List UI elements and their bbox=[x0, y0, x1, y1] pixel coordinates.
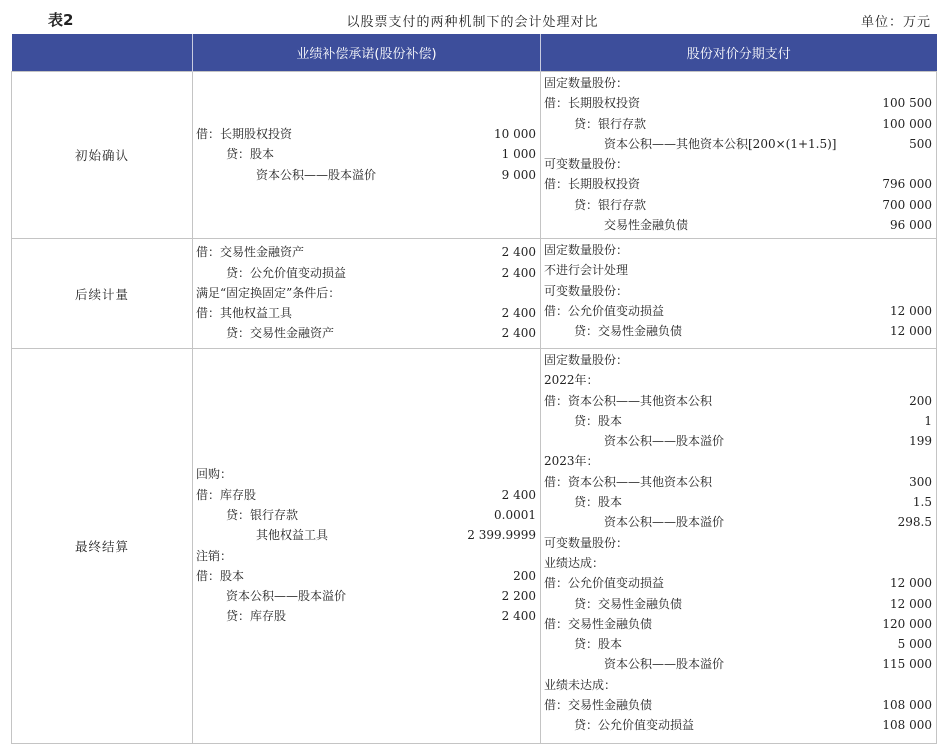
column-header-label bbox=[12, 34, 193, 72]
column-header-installment-payment: 股份对价分期支付 bbox=[541, 34, 937, 72]
entry-text: 贷：银行存款 bbox=[574, 197, 647, 212]
journal-line bbox=[544, 134, 934, 154]
entry-amount: 5 000 bbox=[897, 637, 932, 652]
journal-line bbox=[544, 154, 934, 174]
entry-amount: 12 000 bbox=[890, 576, 932, 591]
journal-line bbox=[196, 124, 538, 144]
entry-amount: 115 000 bbox=[882, 657, 932, 672]
entry-text: 贷：股本 bbox=[226, 147, 275, 162]
journal-line bbox=[196, 505, 538, 525]
entry-text: 固定数量股份： bbox=[544, 353, 629, 367]
entry-text: 资本公积——股本溢价 bbox=[604, 434, 725, 449]
entry-text: 交易性金融负债 bbox=[604, 218, 689, 233]
journal-line bbox=[196, 606, 538, 626]
entry-text: 贷：银行存款 bbox=[226, 507, 299, 522]
entry-amount: 298.5 bbox=[897, 515, 932, 530]
entry-text: 资本公积——股本溢价 bbox=[604, 515, 725, 530]
entry-text: 不进行会计处理 bbox=[544, 263, 629, 278]
entry-text: 借：其他权益工具 bbox=[196, 306, 293, 321]
entry-text: 可变数量股份： bbox=[544, 283, 629, 298]
entry-text: 满足“固定换固定”条件后： bbox=[196, 285, 341, 300]
entry-amount: 500 bbox=[909, 136, 932, 151]
entry-text: 贷：股本 bbox=[574, 413, 623, 428]
journal-line bbox=[544, 614, 934, 634]
table-header bbox=[12, 34, 937, 72]
entry-text: 借：长期股权投资 bbox=[544, 96, 641, 111]
entry-text: 贷：公允价值变动损益 bbox=[226, 265, 347, 280]
entry-amount: 120 000 bbox=[882, 616, 932, 631]
journal-line bbox=[544, 321, 934, 341]
journal-line bbox=[544, 654, 934, 674]
entries-installment-payment bbox=[541, 239, 937, 349]
entry-amount: 2 400 bbox=[501, 306, 536, 321]
entry-text: 注销： bbox=[196, 548, 233, 563]
entries-performance-compensation bbox=[193, 239, 541, 349]
entry-text: 借：资本公积——其他资本公积 bbox=[544, 474, 713, 489]
journal-line bbox=[544, 512, 934, 532]
entry-amount: 1 000 bbox=[501, 147, 536, 162]
journal-line bbox=[544, 114, 934, 134]
journal-entries bbox=[541, 239, 936, 343]
column-header-performance-compensation: 业绩补偿承诺(股份补偿) bbox=[193, 34, 541, 72]
entry-amount: 100 000 bbox=[882, 116, 932, 131]
entry-text: 贷：库存股 bbox=[226, 609, 287, 624]
journal-line bbox=[544, 634, 934, 654]
entry-text: 贷：股本 bbox=[574, 637, 623, 652]
journal-entries bbox=[193, 123, 540, 187]
journal-line bbox=[544, 715, 934, 735]
journal-line bbox=[544, 281, 934, 301]
entry-amount: 200 bbox=[909, 393, 932, 408]
entry-text: 借：交易性金融资产 bbox=[196, 245, 305, 260]
entries-installment-payment bbox=[541, 349, 937, 744]
entry-text: 借：公允价值变动损益 bbox=[544, 303, 665, 318]
journal-line bbox=[544, 431, 934, 451]
entry-text: 借：资本公积——其他资本公积 bbox=[544, 393, 713, 408]
entry-text: 可变数量股份： bbox=[544, 157, 629, 172]
journal-line bbox=[196, 566, 538, 586]
comparison-table bbox=[11, 34, 937, 744]
entry-text: 2023年： bbox=[544, 454, 599, 469]
journal-line bbox=[544, 675, 934, 695]
entry-text: 借：长期股权投资 bbox=[196, 127, 293, 142]
entries-performance-compensation bbox=[193, 72, 541, 239]
entry-amount: 200 bbox=[513, 568, 536, 583]
journal-line bbox=[196, 303, 538, 323]
journal-entries bbox=[193, 463, 540, 628]
entry-amount: 2 400 bbox=[501, 245, 536, 260]
entry-text: 固定数量股份： bbox=[544, 243, 629, 257]
entry-amount: 96 000 bbox=[890, 218, 932, 233]
entry-amount: 2 400 bbox=[501, 487, 536, 502]
journal-line bbox=[544, 594, 934, 614]
entry-text: 贷：交易性金融资产 bbox=[226, 326, 335, 341]
journal-line bbox=[196, 464, 538, 484]
entry-amount: 12 000 bbox=[890, 324, 932, 339]
journal-line bbox=[544, 301, 934, 321]
entry-amount: 100 500 bbox=[882, 96, 932, 111]
entry-amount: 108 000 bbox=[882, 698, 932, 713]
journal-line bbox=[544, 411, 934, 431]
entry-amount: 2 200 bbox=[501, 589, 536, 604]
entry-amount: 2 400 bbox=[501, 609, 536, 624]
journal-line bbox=[544, 553, 934, 573]
entry-amount: 199 bbox=[909, 434, 932, 449]
journal-line bbox=[544, 174, 934, 194]
table-number: 表2 bbox=[48, 11, 74, 29]
entry-text: 借：交易性金融负债 bbox=[544, 616, 653, 631]
journal-line bbox=[544, 533, 934, 553]
table-row bbox=[12, 239, 937, 349]
entry-amount: 108 000 bbox=[882, 718, 932, 733]
journal-entries bbox=[541, 72, 936, 237]
entry-text: 贷：银行存款 bbox=[574, 116, 647, 131]
journal-line bbox=[544, 573, 934, 593]
journal-line bbox=[544, 195, 934, 215]
journal-line bbox=[544, 215, 934, 235]
table-title: 以股票支付的两种机制下的会计处理对比 bbox=[346, 15, 599, 30]
entry-text: 固定数量股份： bbox=[544, 76, 629, 90]
entry-text: 借：股本 bbox=[196, 568, 245, 583]
journal-line bbox=[544, 472, 934, 492]
entry-text: 借：长期股权投资 bbox=[544, 177, 641, 192]
journal-line bbox=[544, 695, 934, 715]
journal-entries bbox=[541, 349, 936, 738]
entry-text: 回购： bbox=[196, 467, 233, 482]
row-label: 初始确认 bbox=[12, 72, 193, 239]
table-unit: 单位：万元 bbox=[860, 15, 931, 30]
entry-amount: 300 bbox=[909, 474, 932, 489]
journal-line bbox=[544, 391, 934, 411]
journal-line bbox=[544, 451, 934, 471]
entry-text: 借：公允价值变动损益 bbox=[544, 576, 665, 591]
entry-amount: 12 000 bbox=[890, 596, 932, 611]
entry-text: 2022年： bbox=[544, 373, 599, 388]
entry-text: 贷：交易性金融负债 bbox=[574, 324, 683, 339]
entry-text: 贷：公允价值变动损益 bbox=[574, 718, 695, 733]
entry-amount: 0.0001 bbox=[494, 507, 536, 522]
entry-text: 业绩未达成： bbox=[544, 677, 617, 692]
entry-text: 贷：交易性金融负债 bbox=[574, 596, 683, 611]
entry-amount: 1.5 bbox=[912, 495, 932, 510]
entries-performance-compensation bbox=[193, 349, 541, 744]
entry-amount: 10 000 bbox=[494, 127, 536, 142]
journal-line bbox=[196, 165, 538, 185]
journal-line bbox=[196, 283, 538, 303]
journal-line bbox=[544, 370, 934, 390]
entry-text: 资本公积——股本溢价 bbox=[226, 589, 347, 604]
entry-text: 借：库存股 bbox=[196, 487, 257, 502]
table-row bbox=[12, 72, 937, 239]
entry-amount: 1 bbox=[924, 413, 932, 428]
entry-text: 资本公积——股本溢价 bbox=[604, 657, 725, 672]
journal-line bbox=[544, 350, 934, 370]
entry-amount: 2 400 bbox=[501, 265, 536, 280]
entry-text: 借：交易性金融负债 bbox=[544, 698, 653, 713]
journal-line bbox=[196, 242, 538, 262]
table-caption bbox=[0, 0, 945, 34]
entries-installment-payment bbox=[541, 72, 937, 239]
journal-line bbox=[544, 492, 934, 512]
entry-amount: 9 000 bbox=[501, 167, 536, 182]
entry-text: 可变数量股份： bbox=[544, 535, 629, 550]
journal-line bbox=[196, 546, 538, 566]
entry-amount: 700 000 bbox=[882, 197, 932, 212]
journal-line bbox=[544, 240, 934, 260]
journal-line bbox=[196, 586, 538, 606]
row-label: 最终结算 bbox=[12, 349, 193, 744]
journal-entries bbox=[193, 241, 540, 345]
journal-line bbox=[196, 525, 538, 545]
entry-text: 资本公积——其他资本公积[200×(1+1.5)] bbox=[604, 136, 837, 151]
journal-line bbox=[196, 263, 538, 283]
table-row bbox=[12, 349, 937, 744]
entry-amount: 796 000 bbox=[882, 177, 932, 192]
journal-line bbox=[196, 144, 538, 164]
row-label: 后续计量 bbox=[12, 239, 193, 349]
entry-text: 资本公积——股本溢价 bbox=[256, 167, 377, 182]
entry-text: 其他权益工具 bbox=[256, 528, 329, 543]
entry-text: 贷：股本 bbox=[574, 495, 623, 510]
journal-line bbox=[544, 93, 934, 113]
journal-line bbox=[196, 485, 538, 505]
journal-line bbox=[196, 323, 538, 343]
entry-amount: 2 399.9999 bbox=[467, 528, 536, 543]
entry-amount: 12 000 bbox=[890, 303, 932, 318]
journal-line bbox=[544, 73, 934, 93]
journal-line bbox=[544, 260, 934, 280]
entry-amount: 2 400 bbox=[501, 326, 536, 341]
entry-text: 业绩达成： bbox=[544, 555, 605, 570]
